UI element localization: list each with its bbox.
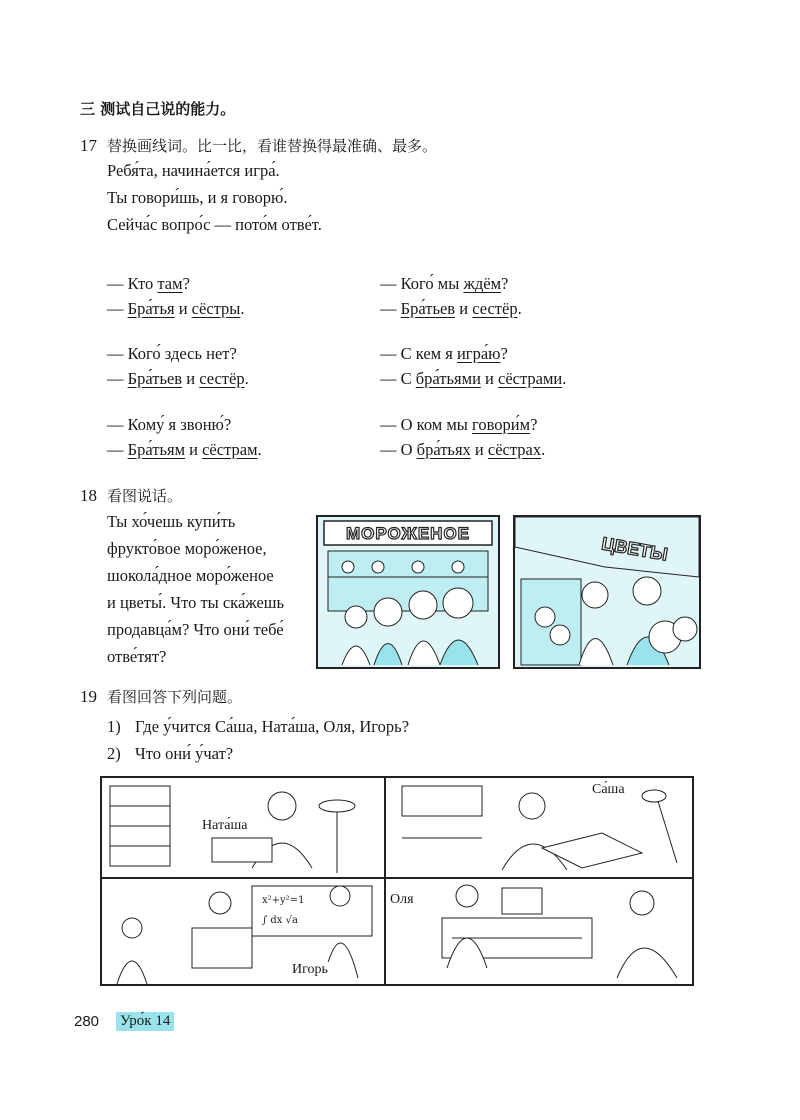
dialog-question bbox=[107, 414, 231, 436]
question-text: — О ком мы bbox=[380, 415, 472, 434]
exercise-17-instruction: 替换画线词。比一比，看谁替换得最准确、最多。 bbox=[107, 137, 438, 155]
dialog-question bbox=[380, 273, 508, 295]
exercise-17-number: 17 bbox=[80, 136, 97, 155]
answer-conjunction: и bbox=[182, 369, 200, 388]
ice-cream-shop-picture bbox=[316, 515, 500, 669]
answer-conjunction: и bbox=[174, 299, 192, 318]
underlined-word: бра́тьями bbox=[415, 369, 481, 388]
underlined-word: Бра́тьев bbox=[400, 299, 456, 318]
question-end: ? bbox=[182, 274, 190, 293]
underlined-word: там bbox=[157, 274, 183, 293]
students-picture bbox=[100, 776, 694, 986]
dialog-answer bbox=[380, 439, 545, 461]
label-olya: Оля bbox=[390, 892, 414, 907]
ex18-text-line: фрукто́вое моро́женое, bbox=[107, 539, 267, 558]
answer-conjunction: и bbox=[470, 440, 488, 459]
underlined-word: сёстрам bbox=[202, 440, 258, 459]
exercise-18-instruction: 看图说话。 bbox=[107, 487, 183, 505]
svg-text:x²+y²=1: x²+y²=1 bbox=[262, 895, 305, 906]
underlined-word: ждём bbox=[463, 274, 502, 293]
question-number: 1) bbox=[107, 717, 121, 736]
ex18-text-line: и цветы́. Что ты ска́жешь bbox=[107, 593, 285, 612]
underlined-word: Бра́тьям bbox=[127, 440, 186, 459]
question-number: 2) bbox=[107, 744, 121, 763]
ex18-text-line: шокола́дное моро́женое bbox=[107, 566, 274, 585]
section-title: 三 测试自己说的能力。 bbox=[80, 100, 236, 118]
answer-end: . bbox=[257, 440, 262, 459]
poem-line: Ты говори́шь, и я говорю́. bbox=[107, 188, 288, 207]
underlined-word: сёстрах bbox=[487, 440, 542, 459]
answer-end: . bbox=[562, 369, 567, 388]
answer-end: . bbox=[244, 369, 249, 388]
exercise-19-instruction: 看图回答下列问题。 bbox=[107, 688, 243, 706]
answer-prefix: — О bbox=[380, 440, 417, 459]
answer-prefix: — bbox=[107, 299, 128, 318]
question-text: — Кто bbox=[107, 274, 158, 293]
label-natasha: Ната́ша bbox=[202, 818, 248, 833]
ice-cream-sign: МОРОЖЕНОЕ bbox=[345, 524, 471, 543]
flower-sign: ЦВЕТЫ bbox=[600, 533, 670, 565]
exercise-18-number: 18 bbox=[80, 486, 97, 505]
underlined-word: игра́ю bbox=[456, 344, 501, 363]
dialog-answer bbox=[380, 298, 522, 320]
ex18-text-line: продавца́м? Что они́ тебе́ bbox=[107, 620, 284, 639]
underlined-word: Бра́тья bbox=[127, 299, 175, 318]
underlined-word: Бра́тьев bbox=[127, 369, 183, 388]
question-text: Что они́ у́чат? bbox=[135, 744, 234, 763]
answer-prefix: — С bbox=[380, 369, 416, 388]
poem-line: Ребя́та, начина́ется игра́. bbox=[107, 161, 280, 180]
flower-shop-picture bbox=[513, 515, 701, 669]
question-text: Где у́чится Са́ша, Ната́ша, Оля, Игорь? bbox=[135, 717, 410, 736]
underlined-word: сёстрами bbox=[498, 369, 563, 388]
poem-line: Сейча́с вопро́с — пото́м отве́т. bbox=[107, 215, 322, 234]
exercise-19-number: 19 bbox=[80, 687, 97, 706]
question-end: ? bbox=[500, 344, 508, 363]
question-text: — Кого́ здесь нет? bbox=[107, 344, 237, 363]
question-text: — С кем я bbox=[380, 344, 457, 363]
dialog-answer bbox=[107, 439, 262, 461]
dialog-question bbox=[380, 343, 508, 365]
ex18-text-line: отве́тят? bbox=[107, 647, 167, 666]
question-end: ? bbox=[501, 274, 509, 293]
question-text: — Кого́ мы bbox=[380, 274, 464, 293]
dialog-question bbox=[107, 273, 190, 295]
question-end: ? bbox=[530, 415, 538, 434]
answer-prefix: — bbox=[107, 369, 128, 388]
dialog-question bbox=[380, 414, 537, 436]
underlined-word: сестёр bbox=[199, 369, 245, 388]
svg-text:∫ dx √a: ∫ dx √a bbox=[262, 915, 298, 926]
answer-end: . bbox=[240, 299, 245, 318]
answer-end: . bbox=[541, 440, 546, 459]
underlined-word: бра́тьях bbox=[416, 440, 471, 459]
underlined-word: говори́м bbox=[472, 415, 531, 434]
answer-conjunction: и bbox=[185, 440, 203, 459]
answer-prefix: — bbox=[380, 299, 401, 318]
question-text: — Кому́ я звоню́? bbox=[107, 415, 232, 434]
ex18-text-line: Ты хо́чешь купи́ть bbox=[107, 512, 236, 531]
lesson-tag: Уро́к 14 bbox=[116, 1012, 174, 1031]
label-igor: Игорь bbox=[292, 962, 328, 977]
page-number: 280 bbox=[74, 1013, 100, 1030]
dialog-answer bbox=[107, 298, 245, 320]
label-sasha: Са́ша bbox=[592, 782, 625, 797]
answer-prefix: — bbox=[107, 440, 128, 459]
underlined-word: сестёр bbox=[472, 299, 518, 318]
dialog-answer bbox=[107, 368, 249, 390]
dialog-question bbox=[107, 343, 237, 365]
answer-conjunction: и bbox=[480, 369, 498, 388]
underlined-word: сёстры bbox=[191, 299, 241, 318]
answer-end: . bbox=[517, 299, 522, 318]
answer-conjunction: и bbox=[455, 299, 473, 318]
dialog-answer bbox=[380, 368, 566, 390]
